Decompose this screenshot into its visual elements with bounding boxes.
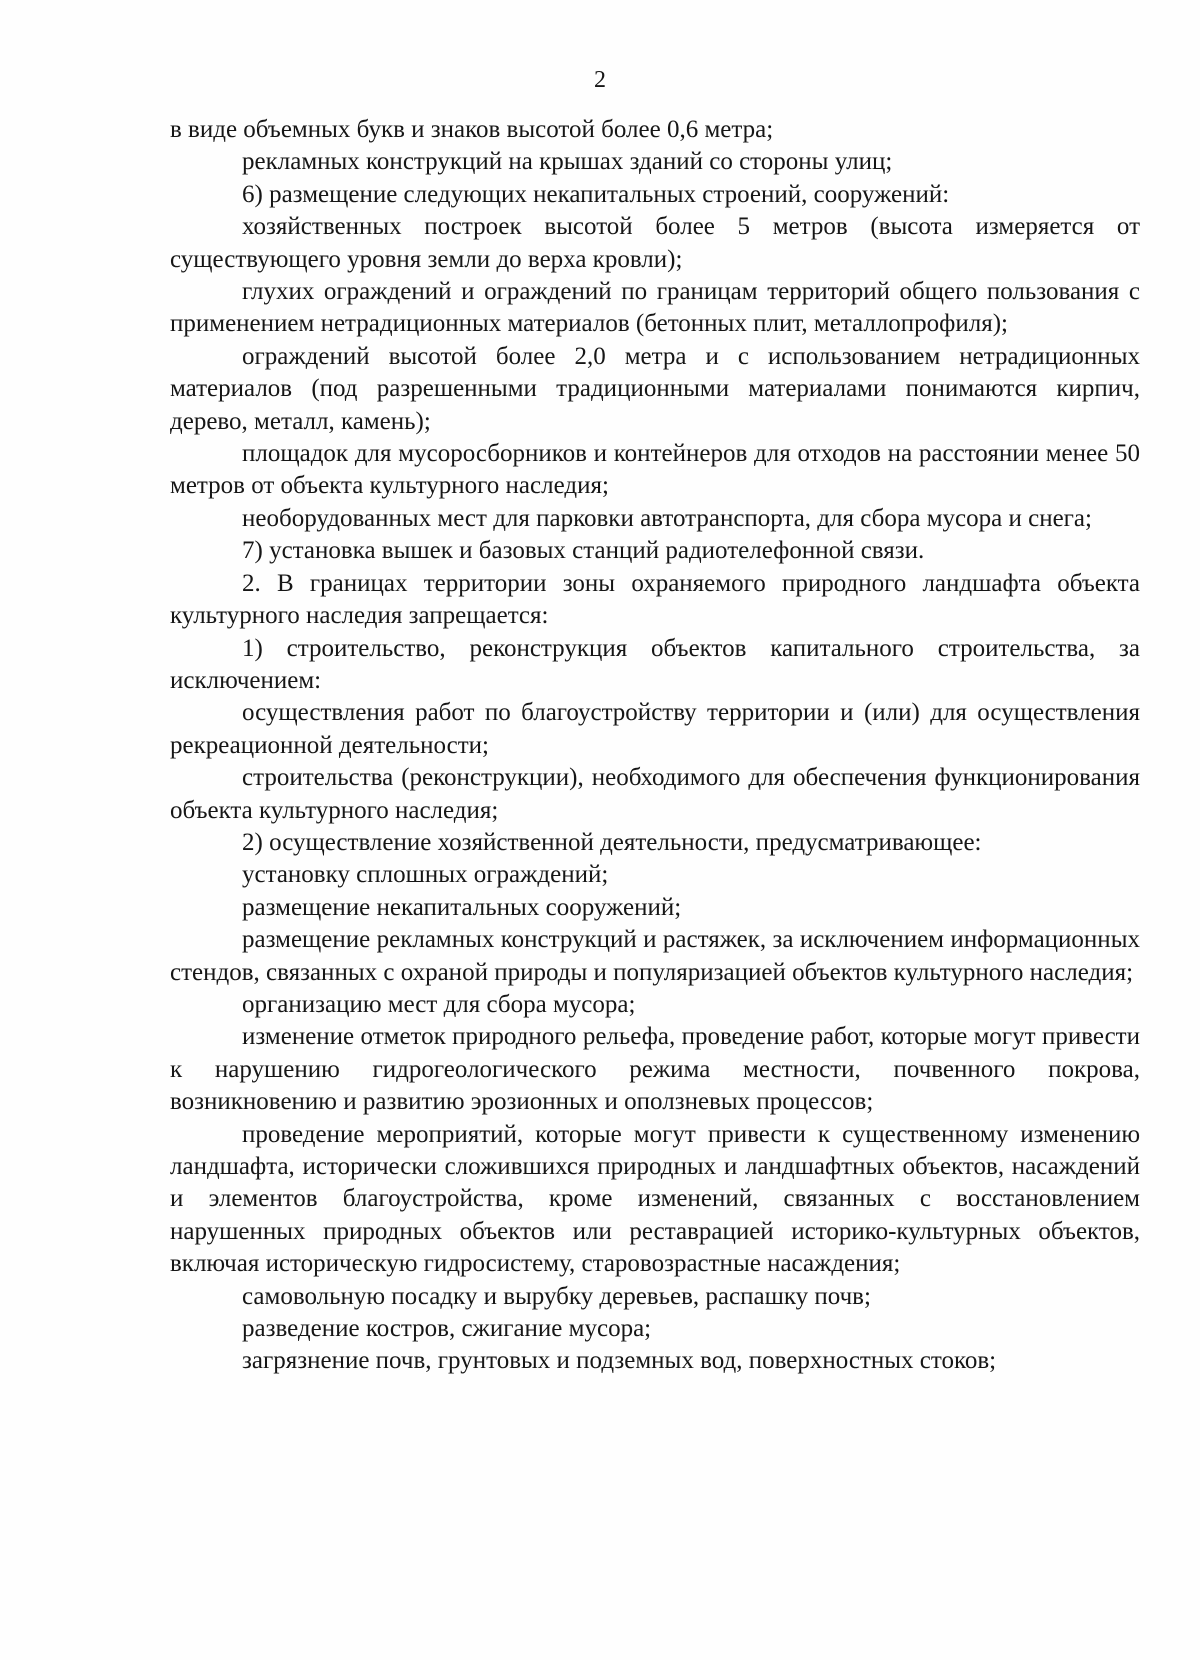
paragraph: размещение некапитальных сооружений; — [242, 893, 682, 921]
paragraph: 2) осуществление хозяйственной деятельности, предусматривающее: — [242, 828, 982, 856]
paragraph: изменение отметок природного рельефа, проведение работ, которые могут привести к нарушению гидрогеологического режима местности, почвенного покрова, возникновению и развитию эрозионных и оползневых процессов; — [170, 1023, 1140, 1116]
paragraph: площадок для мусоросборников и контейнеров для отходов на расстоянии менее 50 метров от объекта культурного наследия; — [170, 440, 1140, 500]
paragraph: 1) строительство, реконструкция объектов капитального строительства, за исключением: — [170, 634, 1140, 694]
paragraph: в виде объемных букв и знаков высотой более 0,6 метра; — [170, 116, 774, 143]
paragraph: строительства (реконструкции), необходимого для обеспечения функционирования объекта культурного наследия; — [170, 764, 1140, 824]
paragraph: глухих ограждений и ограждений по границам территорий общего пользования с применением нетрадиционных материалов (бетонных плит, металлопрофиля); — [170, 278, 1140, 338]
paragraph: самовольную посадку и вырубку деревьев, распашку почв; — [242, 1282, 871, 1310]
paragraph: 2. В границах территории зоны охраняемого природного ландшафта объекта культурного наследия запрещается: — [170, 569, 1140, 630]
paragraph: рекламных конструкций на крышах зданий со стороны улиц; — [242, 148, 893, 176]
paragraph: установку сплошных ограждений; — [242, 861, 609, 889]
page-number: 2 — [594, 67, 606, 93]
paragraph: осуществления работ по благоустройству территории и (или) для осуществления рекреационной деятельности; — [170, 699, 1140, 759]
paragraph: ограждений высотой более 2,0 метра и с использованием нетрадиционных материалов (под разрешенными традиционными материалами понимаются кирпич, дерево, металл, камень); — [170, 342, 1140, 435]
paragraph: размещение рекламных конструкций и растяжек, за исключением информационных стендов, связанных с охраной природы и популяризацией объектов культурного наследия; — [170, 926, 1140, 986]
paragraph: хозяйственных построек высотой более 5 метров (высота измеряется от существующего уровня земли до верха кровли); — [170, 213, 1140, 273]
paragraph: 7) установка вышек и базовых станций радиотелефонной связи. — [242, 537, 925, 565]
paragraph: проведение мероприятий, которые могут привести к существенному изменению ландшафта, исторически сложившихся природных и ландшафтных объектов, насаждений и элементов благоустройства, кроме изменений, связанных с восстановлением нарушенных природных объектов или реставрацией историко-культурных объектов, включая историческую гидросистему, старовозрастные насаждения; — [170, 1120, 1140, 1278]
paragraph: необорудованных мест для парковки автотранспорта, для сбора мусора и снега; — [242, 504, 1092, 532]
paragraph: 6) размещение следующих некапитальных строений, сооружений: — [242, 180, 950, 208]
paragraph: загрязнение почв, грунтовых и подземных вод, поверхностных стоков; — [242, 1347, 997, 1375]
paragraph: разведение костров, сжигание мусора; — [242, 1315, 652, 1343]
paragraph: организацию мест для сбора мусора; — [242, 990, 636, 1018]
document-body — [170, 114, 1140, 1378]
